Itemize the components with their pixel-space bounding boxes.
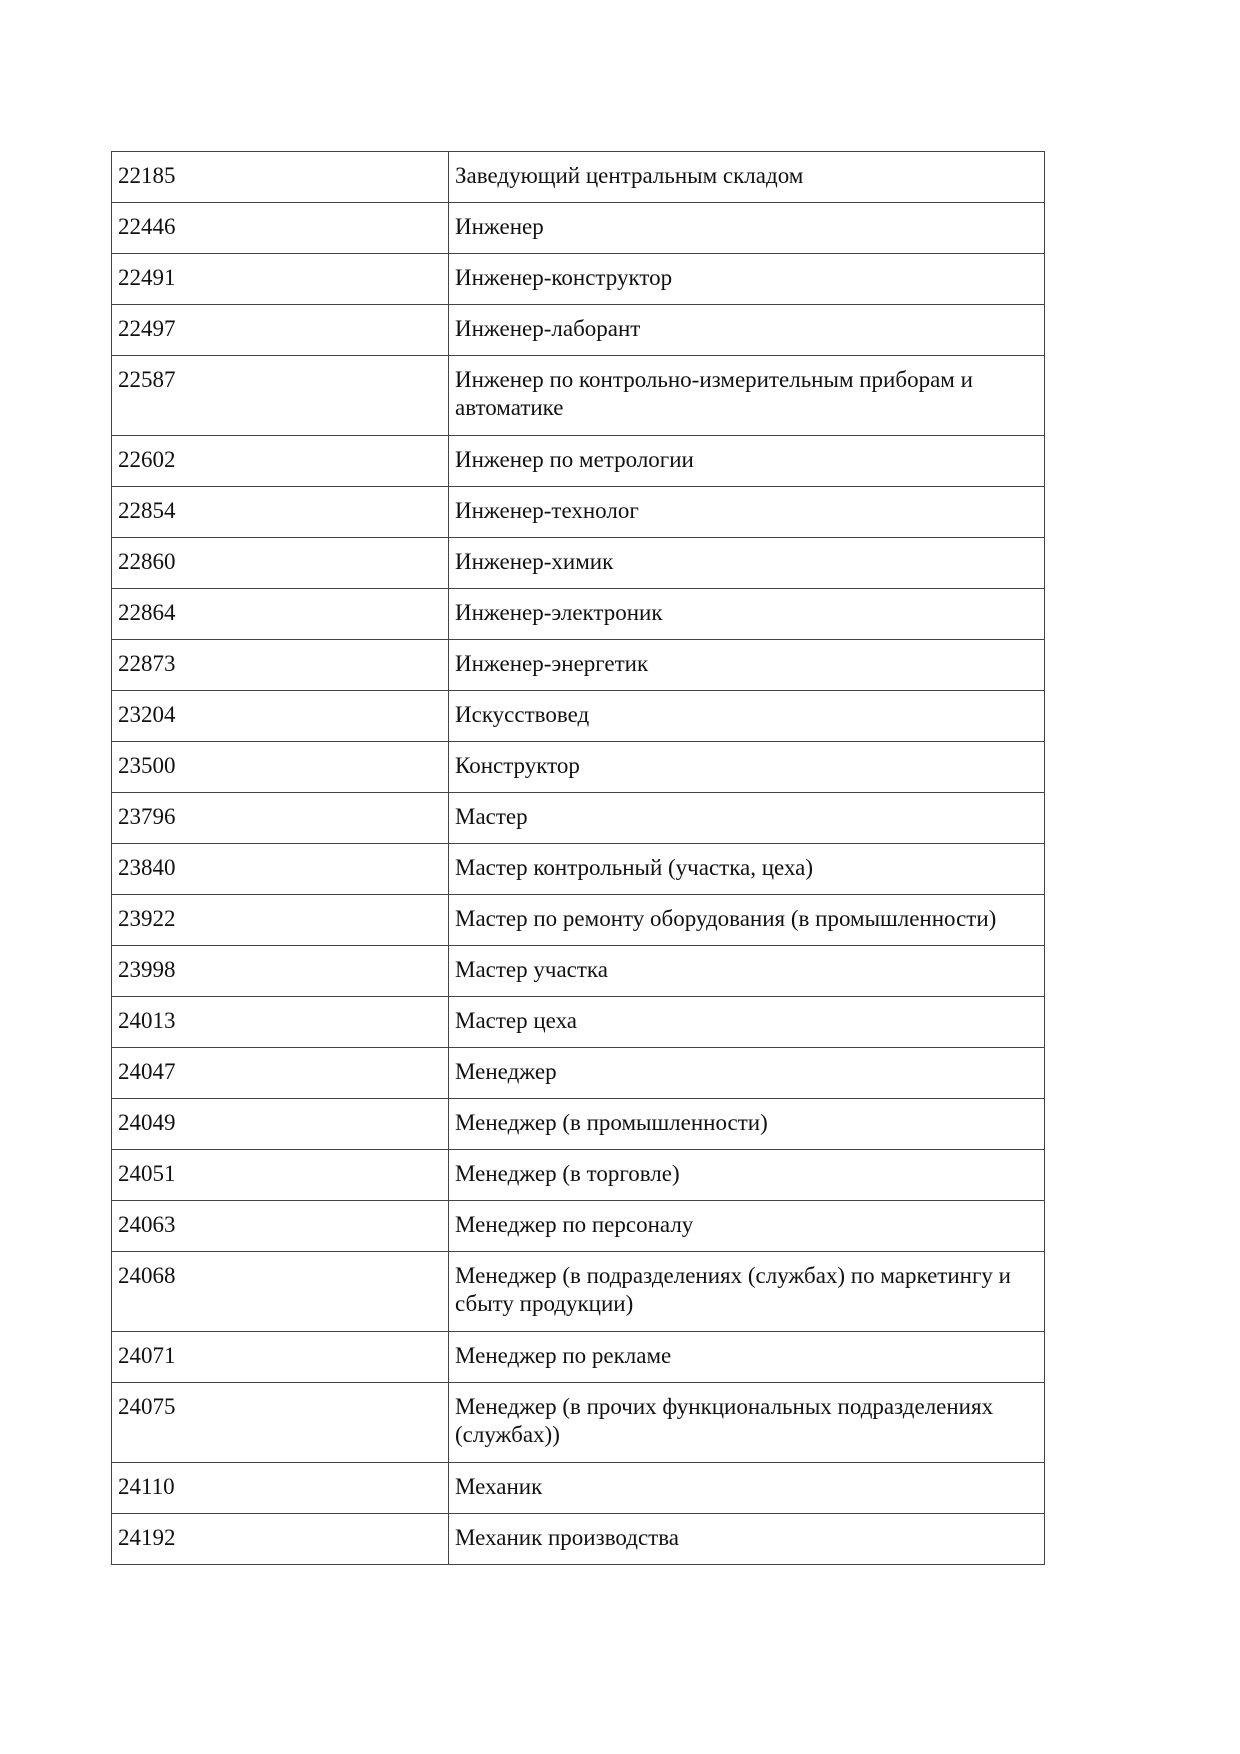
code-cell: 24063 [112,1201,449,1252]
table-row [112,691,1045,742]
table-row [112,1201,1045,1252]
title-cell: Менеджер (в торговле) [449,1150,1045,1201]
table-row [112,844,1045,895]
code-cell: 22873 [112,640,449,691]
title-cell: Инженер-энергетик [449,640,1045,691]
title-cell: Механик [449,1463,1045,1514]
code-cell: 24047 [112,1048,449,1099]
occupation-code-table [111,151,1045,1565]
code-cell: 24013 [112,997,449,1048]
title-cell: Инженер по контрольно-измерительным приборам и автоматике [449,356,1045,436]
code-cell: 22860 [112,538,449,589]
table-row [112,640,1045,691]
table-row [112,742,1045,793]
title-cell: Заведующий центральным складом [449,152,1045,203]
table-row [112,1383,1045,1463]
title-cell: Мастер [449,793,1045,844]
code-cell: 23500 [112,742,449,793]
code-cell: 24049 [112,1099,449,1150]
code-cell: 24068 [112,1252,449,1332]
code-cell: 24192 [112,1514,449,1565]
table-row [112,487,1045,538]
code-cell: 23998 [112,946,449,997]
title-cell: Мастер участка [449,946,1045,997]
table-body [112,152,1045,1565]
title-cell: Мастер контрольный (участка, цеха) [449,844,1045,895]
code-cell: 22854 [112,487,449,538]
title-cell: Менеджер (в прочих функциональных подразделениях (службах)) [449,1383,1045,1463]
table-row [112,203,1045,254]
title-cell: Механик производства [449,1514,1045,1565]
code-cell: 23204 [112,691,449,742]
table-row [112,538,1045,589]
title-cell: Менеджер по рекламе [449,1332,1045,1383]
title-cell: Мастер цеха [449,997,1045,1048]
code-cell: 24075 [112,1383,449,1463]
title-cell: Инженер-технолог [449,487,1045,538]
table-row [112,1463,1045,1514]
title-cell: Инженер-химик [449,538,1045,589]
code-cell: 22446 [112,203,449,254]
table-row [112,946,1045,997]
table-row [112,793,1045,844]
title-cell: Конструктор [449,742,1045,793]
table-row [112,997,1045,1048]
table-row [112,589,1045,640]
table-row [112,305,1045,356]
table-row [112,254,1045,305]
code-cell: 22497 [112,305,449,356]
table-row [112,152,1045,203]
title-cell: Инженер-электроник [449,589,1045,640]
table-row [112,1048,1045,1099]
title-cell: Мастер по ремонту оборудования (в промышленности) [449,895,1045,946]
title-cell: Инженер-лаборант [449,305,1045,356]
code-cell: 22602 [112,436,449,487]
title-cell: Инженер-конструктор [449,254,1045,305]
table-row [112,1514,1045,1565]
code-cell: 22185 [112,152,449,203]
title-cell: Менеджер (в подразделениях (службах) по маркетингу и сбыту продукции) [449,1252,1045,1332]
title-cell: Инженер [449,203,1045,254]
table-row [112,356,1045,436]
table-row [112,895,1045,946]
title-cell: Менеджер (в промышленности) [449,1099,1045,1150]
code-cell: 23796 [112,793,449,844]
code-cell: 22491 [112,254,449,305]
code-cell: 23922 [112,895,449,946]
code-cell: 22864 [112,589,449,640]
title-cell: Искусствовед [449,691,1045,742]
code-cell: 23840 [112,844,449,895]
code-cell: 24071 [112,1332,449,1383]
table-row [112,436,1045,487]
code-cell: 24051 [112,1150,449,1201]
code-cell: 22587 [112,356,449,436]
table-row [112,1252,1045,1332]
table-row [112,1099,1045,1150]
table-row [112,1332,1045,1383]
code-cell: 24110 [112,1463,449,1514]
title-cell: Менеджер по персоналу [449,1201,1045,1252]
title-cell: Менеджер [449,1048,1045,1099]
title-cell: Инженер по метрологии [449,436,1045,487]
table-row [112,1150,1045,1201]
